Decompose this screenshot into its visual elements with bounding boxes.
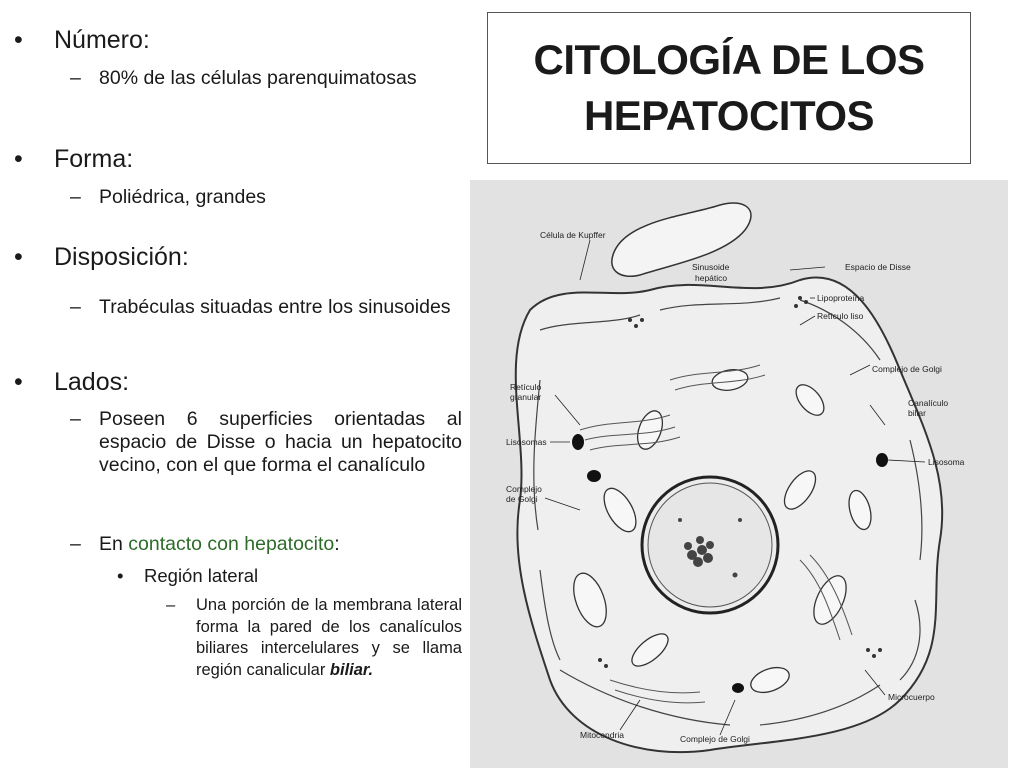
label-canaliculo-1: Canalículo xyxy=(908,398,949,408)
label-lipoproteina: Lipoproteína xyxy=(817,293,865,303)
sub-text-prefix: En xyxy=(99,533,129,555)
label-canaliculo-2: biliar xyxy=(908,408,926,418)
label-microcuerpo: Microcuerpo xyxy=(888,692,935,702)
bullet-label: Número: xyxy=(54,26,150,54)
sub-disposicion: – Trabéculas situadas entre los sinusoides xyxy=(70,296,462,319)
label-hepatico: hepático xyxy=(695,273,728,283)
sub-text: Trabéculas situadas entre los sinusoides xyxy=(99,296,451,318)
hepatocyte-illustration xyxy=(470,180,1008,768)
bullet-label: Lados: xyxy=(54,368,130,396)
sub-text: 80% de las células parenquimatosas xyxy=(99,67,417,89)
detail-bold: biliar. xyxy=(329,660,374,679)
label-reticulo-granular-1: Retículo xyxy=(510,382,542,392)
label-golgi-left-2: de Golgi xyxy=(506,494,538,504)
label-disse: Espacio de Disse xyxy=(845,262,911,272)
sub-forma: – Poliédrica, grandes xyxy=(70,186,462,209)
label-lisosoma: Lisosoma xyxy=(928,457,965,467)
label-mitocondria: Mitocondria xyxy=(580,730,624,740)
sub-text: Poliédrica, grandes xyxy=(99,186,266,208)
label-reticulo-liso: Retículo liso xyxy=(817,311,864,321)
sub-text-highlight: contacto con hepatocito xyxy=(128,533,335,555)
label-golgi-left-1: Complejo xyxy=(506,484,542,494)
label-reticulo-granular-2: granular xyxy=(510,392,542,402)
sub-lados-superficies: – Poseen 6 superficies orientadas al espacio de Disse o hacia un hepatocito vecino, con el que forma el canalículo xyxy=(70,408,462,476)
label-kupffer: Célula de Kupffer xyxy=(540,230,606,240)
sub-text-suffix: : xyxy=(334,533,340,555)
sub-lados-contacto: – En contacto con hepatocito: xyxy=(70,533,340,555)
sub-numero: – 80% de las células parenquimatosas xyxy=(70,67,462,90)
label-golgi-right: Complejo de Golgi xyxy=(872,364,942,374)
hepatocyte-diagram xyxy=(470,180,1008,768)
text-column: • Número: – 80% de las células parenquimatosas • Forma: – Poliédrica, grandes • Disposición: – Trabéculas situadas entre los sinusoides • Lados: – Poseen 6 superficies orientadas al espacio de Disse o hacia un hepatocito vecino, con el que forma el canalículo – En contacto con hepatocito: • Región lateral – Una porción de la membrana lateral forma la pared de los canalículos biliares intercelulares y se llama región canalicular biliar. xyxy=(0,0,470,768)
bullet-label: Forma: xyxy=(54,145,134,173)
region-text: Región lateral xyxy=(144,565,259,586)
bullet-label: Disposición: xyxy=(54,243,189,271)
label-sinusoide: Sinusoide xyxy=(692,262,730,272)
label-lisosomas: Lisosomas xyxy=(506,437,547,447)
detail-text: Una porción de la membrana lateral forma la pared de los canalículos biliares intercelulares y se llama región canalicular xyxy=(196,596,462,679)
sub-region-detail: – Una porción de la membrana lateral forma la pared de los canalículos biliares intercelulares y se llama región canalicular biliar. xyxy=(166,596,462,679)
title-box xyxy=(487,12,971,164)
page-title: CITOLOGÍA DE LOS HEPATOCITOS xyxy=(533,36,925,139)
label-golgi-bottom: Complejo de Golgi xyxy=(680,734,750,744)
sub-text: Poseen 6 superficies orientadas al espacio de Disse o hacia un hepatocito vecino, con el que forma el canalículo xyxy=(99,408,462,476)
